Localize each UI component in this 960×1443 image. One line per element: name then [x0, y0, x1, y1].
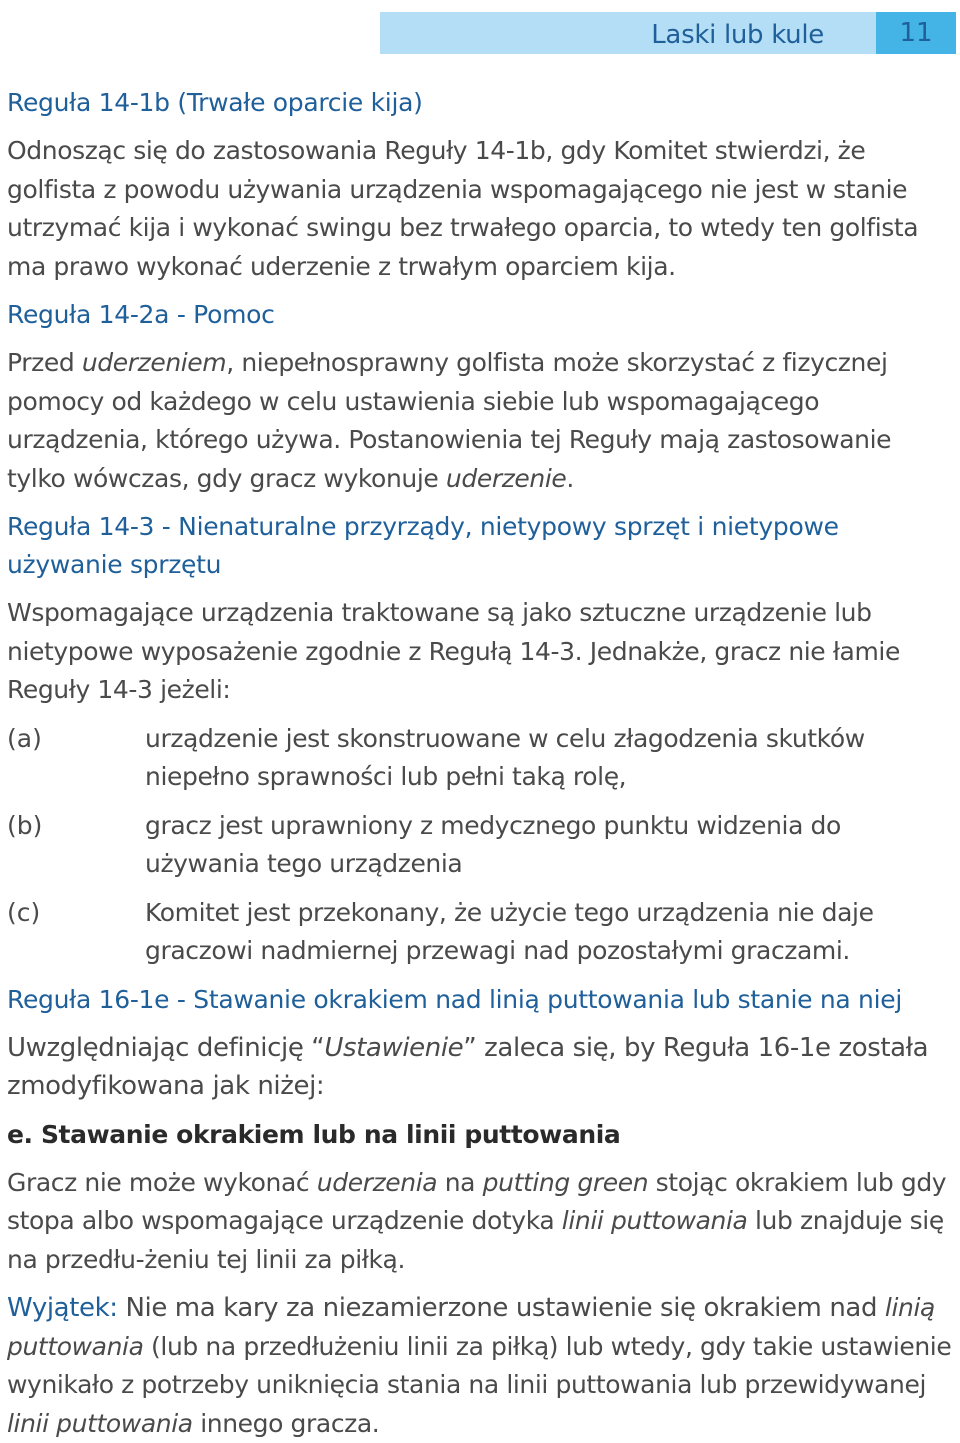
text-run: Uwzględniając definicję “ — [7, 1032, 325, 1063]
section-text-16-1e — [7, 1164, 955, 1280]
section-heading-14-1b: Reguła 14-1b (Trwałe oparcie kija) — [7, 88, 423, 117]
section-text-14-3: Wspomagające urządzenia traktowane są jako sztuczne urządzenie lub nietypowe wyposażenie zgodnie z Regułą 14-3. Jednakże, gracz nie łamie Reguły 14-3 jeżeli: — [7, 598, 900, 704]
defined-term: linii puttowania — [7, 1408, 193, 1438]
chapter-header-bar — [380, 12, 876, 54]
section-intro-16-1e — [7, 1029, 955, 1106]
section-heading-14-2a: Reguła 14-2a - Pomoc — [7, 300, 275, 329]
section-text-14-2a — [7, 344, 955, 498]
defined-term: linii puttowania — [561, 1206, 748, 1235]
page-content — [7, 84, 955, 1443]
list-item — [7, 720, 955, 797]
defined-term: uderzenie — [445, 463, 567, 493]
defined-term: linią puttowania — [7, 1293, 935, 1361]
list-item-text: Komitet jest przekonany, że użycie tego urządzenia nie daje graczowi nadmiernej przewagi nad pozostałymi graczami. — [145, 897, 874, 965]
list-item-label: (c) — [7, 897, 41, 927]
text-run: , niepełnosprawny golfista może skorzystać z fizycznej pomocy od każdego w celu ustawienia siebie lub wspomagającego urządzenia, którego używa. Postanowienia tej Reguły mają zastosowanie tylko wówczas, gdy gracz wykonuje — [7, 348, 892, 493]
subsection-heading: e. Stawanie okrakiem lub na linii puttowania — [7, 1119, 621, 1149]
list-item — [7, 807, 955, 884]
list-item-label: (b) — [7, 810, 43, 840]
list-item — [7, 894, 955, 971]
text-run: Nie ma kary za niezamierzone ustawienie się okrakiem nad — [117, 1293, 885, 1323]
defined-term: Ustawienie — [324, 1032, 464, 1063]
section-text-14-1b: Odnosząc się do zastosowania Reguły 14-1b, gdy Komitet stwierdzi, że golfista z powodu używania urządzenia wspomagającego nie jest w stanie utrzymać kija i wykonać swingu bez trwałego oparcia, to wtedy ten golfista ma prawo wykonać uderzenie z trwałym oparciem kija. — [7, 136, 919, 281]
page-number: 11 — [876, 12, 956, 54]
text-run: ” zaleca się, by Reguła 16-1e została zmodyfikowana jak niżej: — [7, 1032, 929, 1101]
list-item-text: gracz jest uprawniony z medycznego punktu widzenia do używania tego urządzenia — [145, 810, 841, 878]
defined-term: uderzeniem — [81, 348, 227, 377]
exception-text — [7, 1289, 955, 1443]
text-run: (lub na przedłużeniu linii za piłką) lub wtedy, gdy takie ustawienie wynikało z potrzeby uniknięcia stania na linii puttowania lub przewidywanej — [7, 1331, 952, 1399]
list-item-text: urządzenie jest skonstruowane w celu złagodzenia skutków niepełno sprawności lub pełni taką rolę, — [145, 723, 865, 791]
text-run: Przed — [7, 348, 82, 377]
list-item-label: (a) — [7, 723, 42, 753]
section-heading-16-1e: Reguła 16-1e - Stawanie okrakiem nad linią puttowania lub stanie na niej — [7, 984, 902, 1014]
defined-term: uderzenia — [316, 1167, 438, 1197]
text-run: Gracz nie może wykonać — [7, 1167, 317, 1197]
exception-label: Wyjątek: — [7, 1293, 118, 1323]
text-run: na — [437, 1167, 483, 1197]
chapter-title: Laski lub kule — [651, 20, 824, 50]
section-heading-14-3: Reguła 14-3 - Nienaturalne przyrządy, nietypowy sprzęt i nietypowe używanie sprzętu — [7, 512, 839, 579]
text-run: innego gracza. — [192, 1408, 380, 1438]
text-run: stojąc okrakiem lub gdy stopa albo wspomagające urządzenie dotyka — [7, 1167, 947, 1235]
text-run: . — [566, 463, 574, 493]
text-run: lub znajduje się na przedłu-żeniu tej linii za piłką. — [7, 1206, 944, 1274]
defined-term: putting green — [482, 1167, 649, 1197]
